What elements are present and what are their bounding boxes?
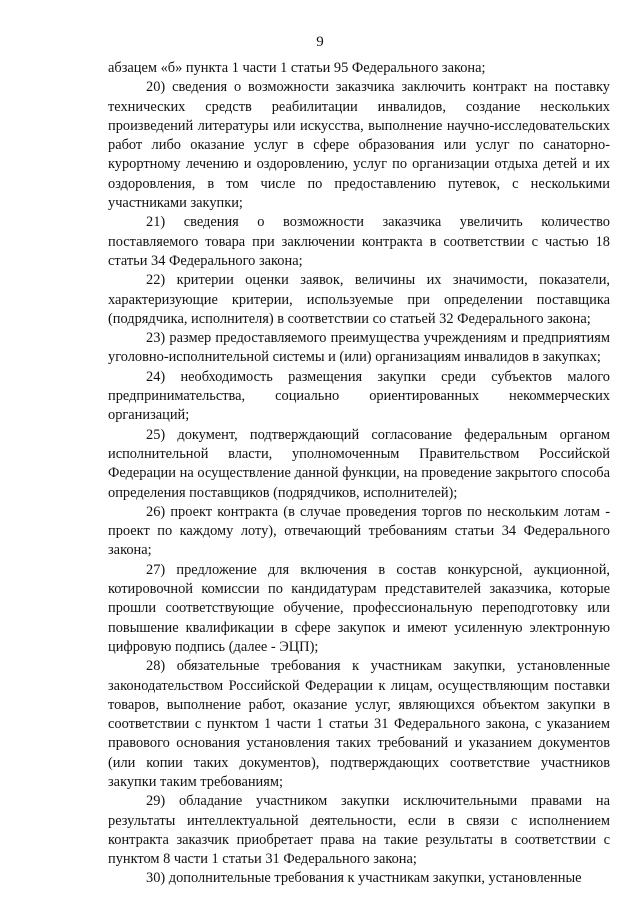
paragraph-item-23: 23) размер предоставляемого преимущества учреждениям и предприятиям уголовно-исполнительной системы и (или) организациям инвалидов в закупках; xyxy=(108,330,610,366)
paragraph-item-25: 25) документ, подтверждающий согласование федеральным органом исполнительной власти, уполномоченным Правительством Российской Федерации на осуществление данной функции, на проведение закрытого способа определения поставщиков (подрядчиков, исполнителей); xyxy=(108,426,610,501)
paragraph-item-20: 20) сведения о возможности заказчика заключить контракт на поставку технических средств реабилитации инвалидов, создание нескольких произведений литературы или искусства, выполнение научно-исследовательских работ либо оказание услуг в сфере образования или услуг по санаторно-курортному лечению и оздоровлению, услуг по организации отдыха детей и их оздоровления, в том числе по предоставлению путевок, с несколькими участниками закупки; xyxy=(108,79,610,212)
paragraph-item-26: 26) проект контракта (в случае проведения торгов по нескольким лотам - проект по каждому лоту), отвечающий требованиям статьи 34 Федерального закона; xyxy=(108,503,610,559)
document-body xyxy=(108,59,610,889)
paragraph-item-22: 22) критерии оценки заявок, величины их значимости, показатели, характеризующие критерии, используемые при определении поставщика (подрядчика, исполнителя) в соответствии со статьей 32 Федерального закона; xyxy=(108,272,610,327)
paragraph-item-30: 30) дополнительные требования к участникам закупки, установленные xyxy=(146,870,582,887)
paragraph-continuation: абзацем «б» пункта 1 части 1 статьи 95 Федерального закона; xyxy=(108,60,486,76)
paragraph-item-21: 21) сведения о возможности заказчика увеличить количество поставляемого товара при заключении контракта в соответствии с частью 18 статьи 34 Федерального закона; xyxy=(108,214,610,269)
page-number: 9 xyxy=(316,34,324,50)
paragraph-item-29: 29) обладание участником закупки исключительными правами на результаты интеллектуальной деятельности, если в связи с исполнением контракта заказчик приобретает права на такие результаты в соответствии с пунктом 8 части 1 статьи 31 Федерального закона; xyxy=(108,793,610,868)
paragraph-item-24: 24) необходимость размещения закупки среди субъектов малого предпринимательства, социально ориентированных некоммерческих организаций; xyxy=(108,368,610,424)
paragraph-item-28: 28) обязательные требования к участникам закупки, установленные законодательством Российской Федерации к лицам, осуществляющим поставки товаров, выполнение работ, оказание услуг, являющихся объектом закупки в соответствии с пунктом 1 части 1 статьи 31 Федерального закона, с указанием правового основания установления таких требований и указанием документов (или копии таких документов), подтверждающих соответствие участников закупки таким требованиям; xyxy=(108,658,610,790)
paragraph-item-27: 27) предложение для включения в состав конкурсной, аукционной, котировочной комиссии по кандидатурам представителей заказчика, которые прошли соответствующие обучение, профессиональную переподготовку или повышение квалификации в сфере закупок и имеют усиленную электронную цифровую подпись (далее - ЭЦП); xyxy=(108,561,610,655)
